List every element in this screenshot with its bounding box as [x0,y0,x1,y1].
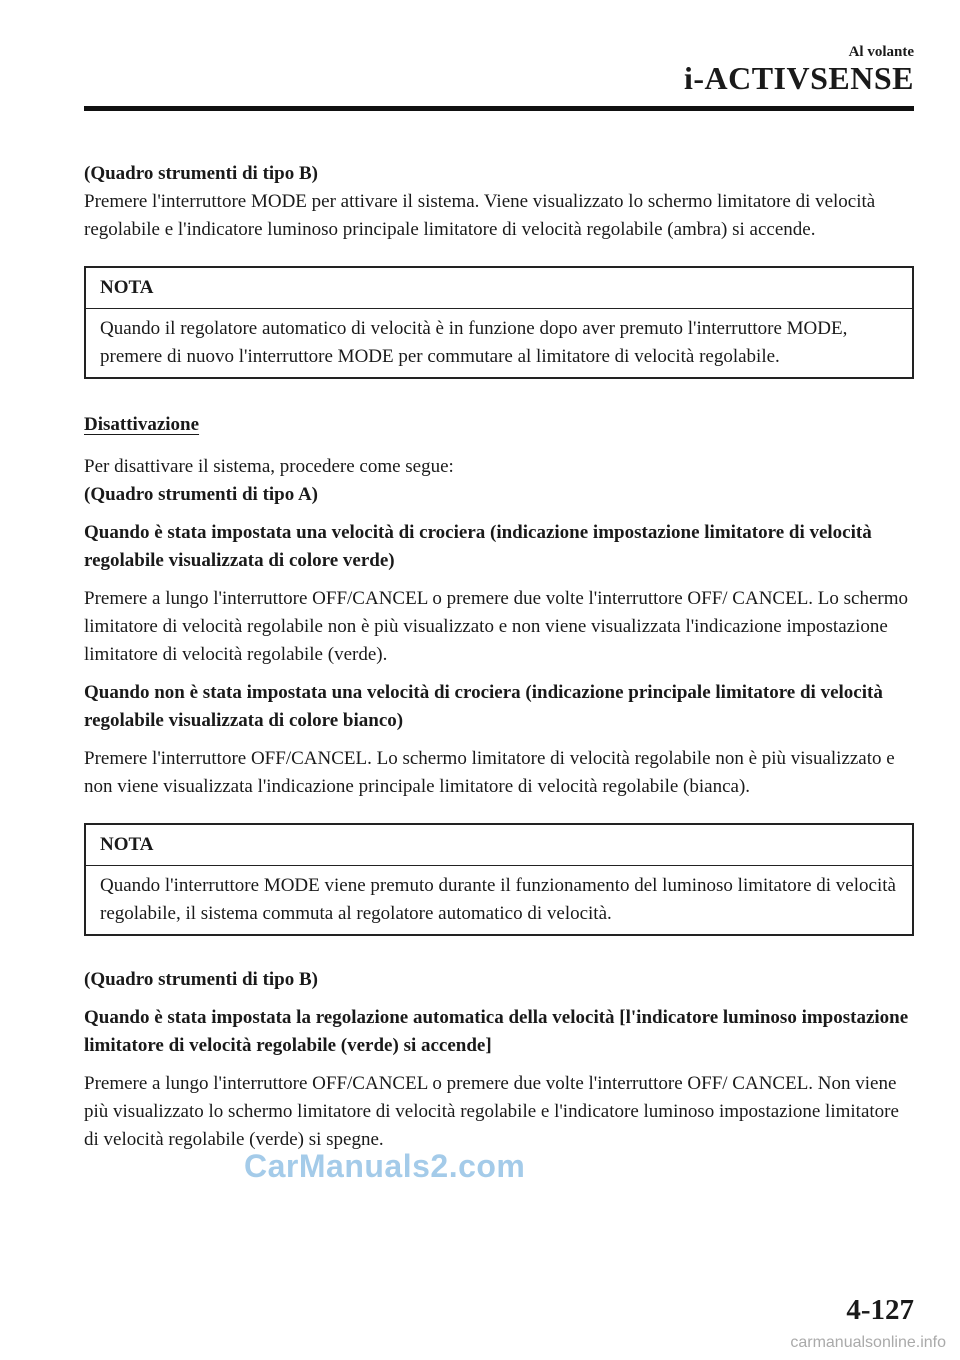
heading-tipo-b: (Quadro strumenti di tipo B) [84,969,319,990]
paragraph: Premere a lungo l'interruttore OFF/CANCEL o premere due volte l'interruttore OFF/ CANCEL. Lo schermo limitatore di velocità regolabile non è più visualizzato e non viene visualizzata l'indicazione impostazione limitatore di velocità regolabile (verde). [84,588,909,665]
note-label: NOTA [86,825,912,866]
page-number: 4-127 [846,1294,914,1326]
heading-tipo-b: (Quadro strumenti di tipo B) [84,163,319,184]
subheading: Quando è stata impostata la regolazione automatica della velocità [l'indicatore luminoso impostazione limitatore di velocità regolabile (verde) si accende] [84,1007,909,1056]
page-content [84,160,914,1154]
subheading: Quando non è stata impostata una velocità di crociera (indicazione principale limitatore di velocità regolabile visualizzata di colore bianco) [84,682,883,731]
section-title: Disattivazione [84,414,200,435]
heading-tipo-a: (Quadro strumenti di tipo A) [84,484,319,505]
footer-site: carmanualsonline.info [790,1334,946,1351]
note-text: Quando il regolatore automatico di velocità è in funzione dopo aver premuto l'interruttore MODE, premere di nuovo l'interruttore MODE per commutare al limitatore di velocità regolabile. [100,318,848,367]
header-rule [84,106,914,111]
paragraph: Per disattivare il sistema, procedere come segue: [84,456,454,477]
paragraph: Premere l'interruttore OFF/CANCEL. Lo schermo limitatore di velocità regolabile non è più visualizzato e non viene visualizzata l'indicazione principale limitatore di velocità regolabile (bianca). [84,748,895,797]
header-title: i-ACTIVSENSE [683,60,914,96]
note-label: NOTA [86,268,912,309]
note-text: Quando l'interruttore MODE viene premuto durante il funzionamento del luminoso limitatore di velocità regolabile, il sistema commuta al regolatore automatico di velocità. [100,875,896,924]
paragraph: Premere l'interruttore MODE per attivare il sistema. Viene visualizzato lo schermo limitatore di velocità regolabile e l'indicatore luminoso principale limitatore di velocità regolabile (ambra) si accende. [84,191,876,240]
header-section: Al volante [848,44,914,60]
subheading: Quando è stata impostata una velocità di crociera (indicazione impostazione limitatore di velocità regolabile visualizzata di colore verde) [84,522,872,571]
note-box [84,823,914,936]
note-box [84,266,914,379]
paragraph: Premere a lungo l'interruttore OFF/CANCEL o premere due volte l'interruttore OFF/ CANCEL. Non viene più visualizzato lo schermo limitatore di velocità regolabile e l'indicatore luminoso impostazione limitatore di velocità regolabile (verde) si spegne. [84,1073,899,1150]
watermark: CarManuals2.com [244,1148,526,1184]
